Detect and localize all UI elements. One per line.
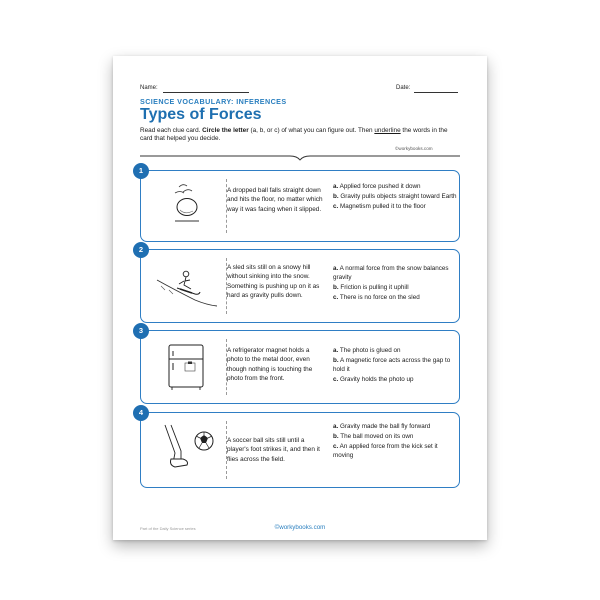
clue-card-2 <box>138 245 460 323</box>
option-a[interactable] <box>333 265 457 282</box>
date-label: Date: <box>396 85 411 91</box>
option-c[interactable] <box>333 294 457 303</box>
option-letter: a. <box>333 347 339 354</box>
option-text: There is no force on the sled <box>339 293 420 301</box>
option-b[interactable] <box>333 433 457 442</box>
option-text: An applied force from the kick set it moving <box>333 443 438 459</box>
option-letter: c. <box>333 203 339 211</box>
option-letter: c. <box>333 375 339 383</box>
option-b[interactable] <box>333 193 457 202</box>
page-title: Types of Forces <box>140 106 262 123</box>
clue-text: A sled sits still on a snowy hill without sinking into the snow. Something is pushing up on it as hard as gravity pulls down. <box>227 264 320 300</box>
refrigerator-icon <box>155 343 215 393</box>
option-letter: b. <box>333 193 339 201</box>
option-text: Gravity holds the photo up <box>340 375 414 383</box>
card-number-badge: 3 <box>133 323 149 339</box>
name-line[interactable] <box>163 92 249 93</box>
option-letter: b. <box>333 283 339 291</box>
section-divider <box>140 152 460 162</box>
option-letter: a. <box>333 423 339 430</box>
worksheet-page <box>113 56 487 540</box>
clue-text: A dropped ball falls straight down and hits the floor, no matter which way it was facing when it slipped. <box>227 187 323 213</box>
answer-options <box>333 183 457 214</box>
option-text: Gravity made the ball fly forward <box>340 423 431 430</box>
instructions <box>140 127 460 143</box>
clue-card-3 <box>138 326 460 404</box>
option-text: Magnetism pulled it to the floor <box>340 203 426 211</box>
sled-on-hill-icon <box>155 260 219 312</box>
clue-card-1 <box>138 166 460 242</box>
option-letter: c. <box>333 443 339 451</box>
instructions-text-2: (a, b, or c) of what you can figure out. Then <box>248 127 375 134</box>
copyright-header: ©workybooks.com <box>395 146 433 151</box>
card-number-badge: 1 <box>133 163 149 179</box>
falling-ball-icon <box>155 183 215 229</box>
option-letter: a. <box>333 183 339 190</box>
name-label: Name: <box>140 85 158 91</box>
clue-card-4 <box>138 408 460 488</box>
option-letter: b. <box>333 433 339 441</box>
option-a[interactable] <box>333 183 457 192</box>
option-text: Gravity pulls objects straight toward Earth <box>340 193 457 201</box>
option-text: Friction is pulling it uphill <box>340 283 409 291</box>
option-c[interactable] <box>333 376 457 385</box>
date-line[interactable] <box>414 92 458 93</box>
soccer-kick-icon <box>155 423 219 477</box>
option-b[interactable] <box>333 357 457 374</box>
option-a[interactable] <box>333 423 457 432</box>
answer-options <box>333 265 457 304</box>
option-letter: c. <box>333 293 339 301</box>
option-text: The ball moved on its own <box>340 433 414 441</box>
option-text: Applied force pushed it down <box>339 183 421 190</box>
option-text: A normal force from the snow balances gravity <box>333 265 449 281</box>
option-text: The photo is glued on <box>339 347 401 354</box>
subtitle: SCIENCE VOCABULARY: INFERENCES <box>140 97 287 106</box>
answer-options <box>333 347 457 386</box>
card-number-badge: 4 <box>133 405 149 421</box>
footer-brand-link[interactable]: ©workybooks.com <box>274 524 326 531</box>
option-b[interactable] <box>333 284 457 293</box>
instructions-text-3: the words in the card that helped you decide. <box>140 127 448 143</box>
clue-text: A refrigerator magnet holds a photo to the metal door, even though nothing is touching the photo from the front. <box>227 347 313 383</box>
instructions-bold: Circle the letter <box>202 127 249 134</box>
option-letter: b. <box>333 357 339 365</box>
footer-series-note: Part of the Daily Science series <box>140 526 196 531</box>
card-number-badge: 2 <box>133 242 149 258</box>
answer-options <box>333 423 457 462</box>
instructions-underline: underline <box>374 127 401 134</box>
clue-text: A soccer ball sits still until a player's foot strikes it, and then it flies across the field. <box>227 437 320 463</box>
instructions-text-1: Read each clue card. <box>140 127 203 134</box>
option-c[interactable] <box>333 443 457 460</box>
option-a[interactable] <box>333 347 457 356</box>
option-text: A magnetic force acts across the gap to hold it <box>333 357 451 373</box>
option-c[interactable] <box>333 203 457 212</box>
option-letter: a. <box>333 265 339 272</box>
